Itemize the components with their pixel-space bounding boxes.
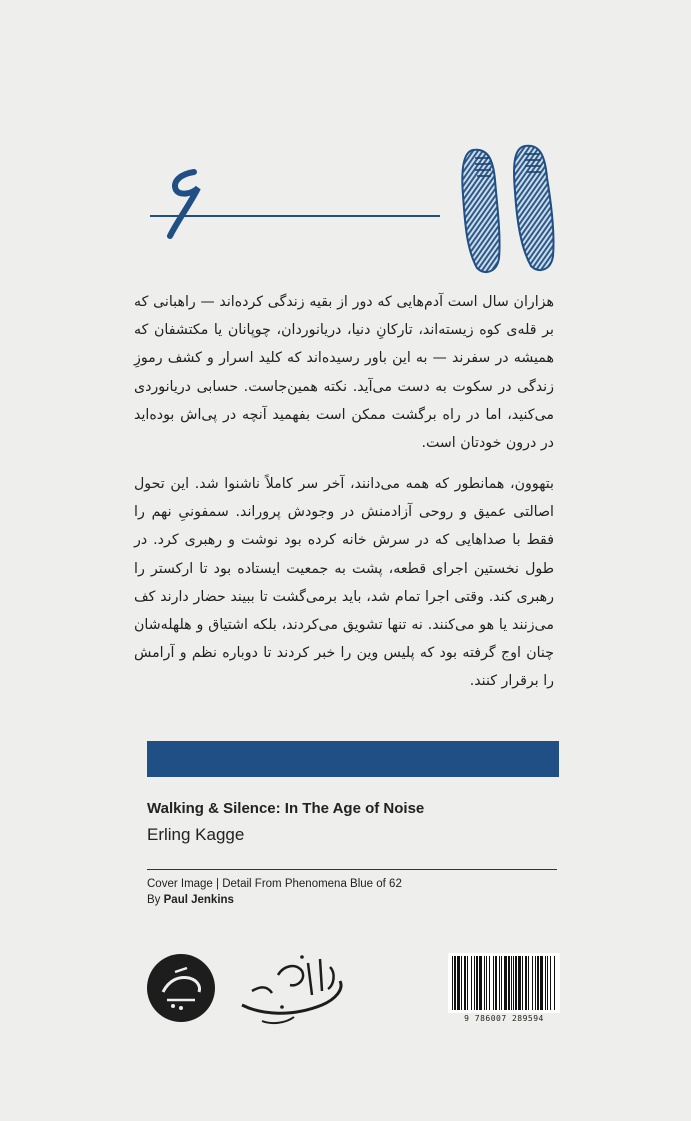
blurb-paragraph-1: هزاران سال است آدم‌هایی که دور از بقیه زندگی کرده‌اند — راهبانی که بر قله‌ی کوه زیسته‌اند، تارکانِ دنیا، دریانوردان، چوپانان یا مکتشفان که همیشه در سفرند — به این باور رسیده‌اند که کلید اسرار و کشف رموزِ زندگی در سکوت به دست می‌آید. نکته همین‌جاست. حسابی دریانوردی می‌کنید، اما در راه برگشت ممکن است بفهمید آنچه در پی‌اش بوده‌اید در درون خودتان است.	[134, 294, 554, 452]
original-title: Walking & Silence: In The Age of Noise	[147, 800, 425, 817]
blurb-paragraph-2: بتهوون، همانطور که همه می‌دانند، آخر سر کاملاً ناشنوا شد. این تحول اصالتی عمیق و روحی آزادمنش در وجودش پروراند. سمفونیِ نهم را فقط با صداهایی که در سرش خانه کرده بود نوشت و رهبری کرد. در طول نخستین اجرای قطعه، پشت به جمعیت ایستاده بود تا ارکستر را رهبری کند. وقتی اجرا تمام شد، باید برمی‌گشت تا ببیند حضار دارند کف می‌زنند یا هو می‌کنند. نه تنها تشویق می‌کردند، بلکه اشتیاق و هلهله‌شان چنان اوج گرفته بود که پلیس وین را خبر کردند تا دوباره نظم و آرامش را برقرار کنند.	[134, 476, 554, 690]
imprint-calligraphy-logo	[232, 945, 352, 1030]
series-divider-line	[150, 215, 440, 217]
by-prefix: By	[147, 894, 161, 906]
artist-credit	[147, 894, 234, 906]
blue-band	[147, 741, 559, 777]
isbn-number: 9 786007 289594	[464, 1014, 544, 1023]
credit-divider-line	[147, 869, 557, 870]
artist-name: Paul Jenkins	[163, 894, 234, 906]
shoes-illustration	[455, 140, 565, 275]
publisher-logo	[145, 952, 217, 1024]
series-number-glyph	[150, 160, 210, 240]
cover-image-credit: Cover Image | Detail From Phenomena Blue of 62	[147, 878, 402, 890]
isbn-barcode	[448, 953, 560, 1013]
original-author: Erling Kagge	[147, 825, 245, 844]
